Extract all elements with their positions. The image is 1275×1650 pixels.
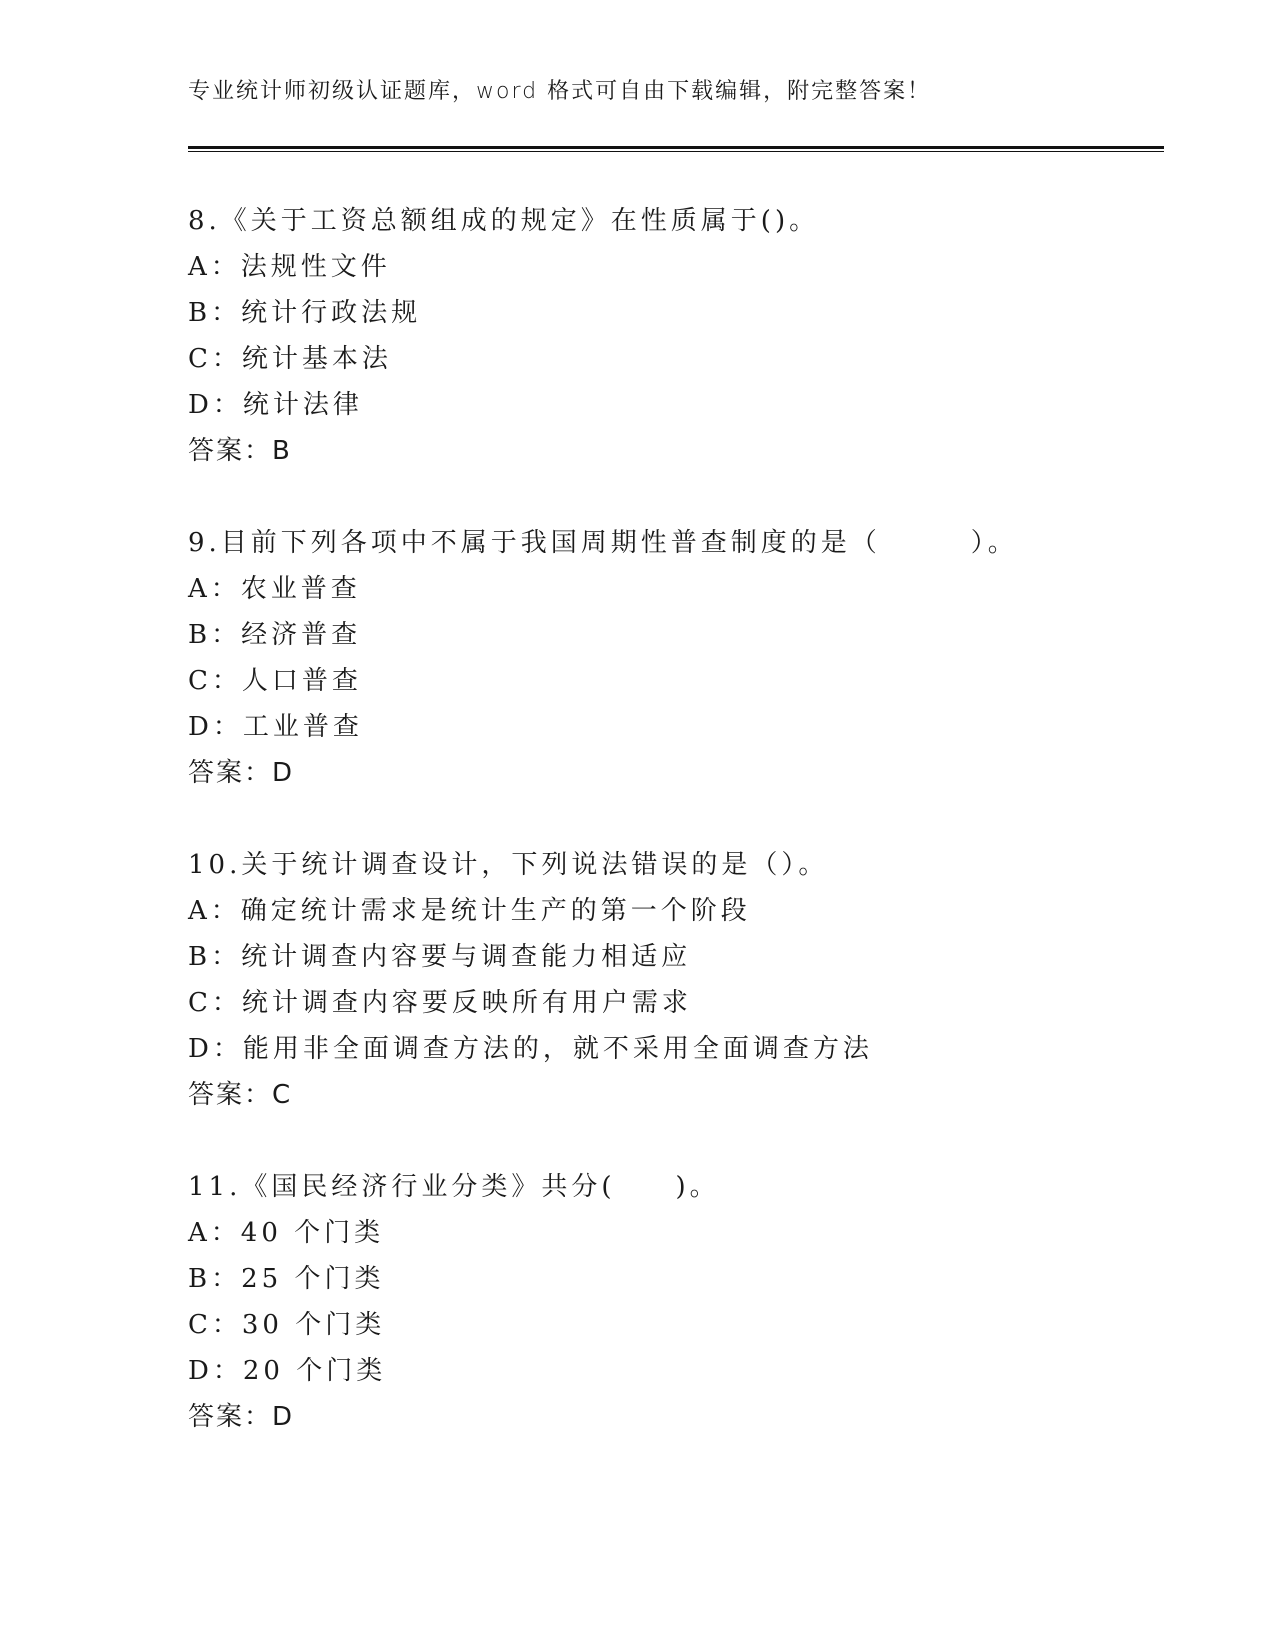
question-stem: 8.《关于工资总额组成的规定》在性质属于()。 bbox=[188, 206, 820, 236]
option-c: C：统计基本法 bbox=[188, 344, 392, 374]
question-stem: 9.目前下列各项中不属于我国周期性普查制度的是（ ）。 bbox=[188, 528, 1018, 558]
option-d: D：工业普查 bbox=[188, 712, 363, 742]
option-c: C：30 个门类 bbox=[188, 1310, 386, 1340]
question-8 bbox=[188, 198, 1168, 474]
option-a: A：40 个门类 bbox=[188, 1218, 385, 1248]
option-a: A：确定统计需求是统计生产的第一个阶段 bbox=[188, 896, 751, 926]
header-divider-thin bbox=[188, 151, 1164, 152]
question-11 bbox=[188, 1164, 1168, 1440]
question-stem: 11.《国民经济行业分类》共分( )。 bbox=[188, 1172, 720, 1202]
option-d: D：能用非全面调查方法的，就不采用全面调查方法 bbox=[188, 1034, 873, 1064]
option-b: B：经济普查 bbox=[188, 620, 362, 650]
option-a: A：农业普查 bbox=[188, 574, 361, 604]
question-9 bbox=[188, 520, 1168, 796]
option-c: C：统计调查内容要反映所有用户需求 bbox=[188, 988, 692, 1018]
answer: 答案：D bbox=[188, 758, 295, 788]
option-d: D：20 个门类 bbox=[188, 1356, 387, 1386]
option-a: A：法规性文件 bbox=[188, 252, 391, 282]
option-d: D：统计法律 bbox=[188, 390, 363, 420]
answer: 答案：D bbox=[188, 1402, 295, 1432]
answer: 答案：C bbox=[188, 1080, 293, 1110]
option-b: B：统计行政法规 bbox=[188, 298, 422, 328]
question-stem: 10.关于统计调查设计，下列说法错误的是（）。 bbox=[188, 850, 829, 880]
header-divider bbox=[188, 146, 1164, 152]
header-divider-thick bbox=[188, 146, 1164, 149]
option-b: B：统计调查内容要与调查能力相适应 bbox=[188, 942, 692, 972]
header-text: 专业统计师初级认证题库，word 格式可自由下载编辑，附完整答案！ bbox=[188, 79, 932, 104]
option-b: B：25 个门类 bbox=[188, 1264, 385, 1294]
answer: 答案：B bbox=[188, 436, 292, 466]
option-c: C：人口普查 bbox=[188, 666, 362, 696]
question-10 bbox=[188, 842, 1168, 1118]
